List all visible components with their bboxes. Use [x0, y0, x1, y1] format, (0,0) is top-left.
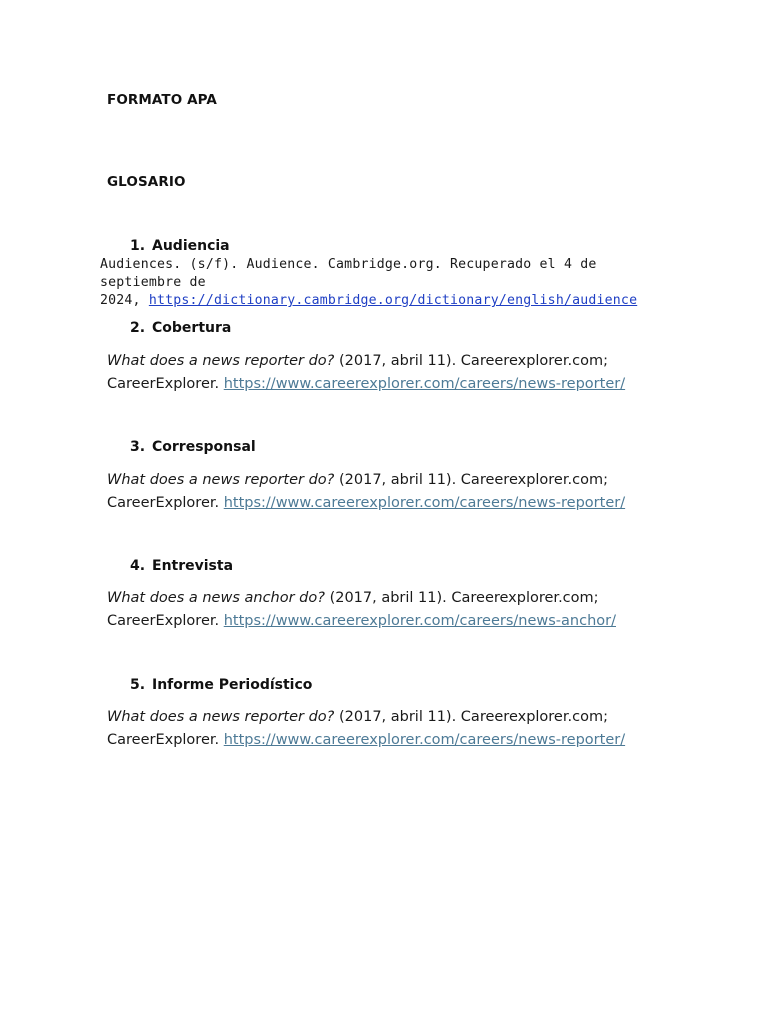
term-number: 1.	[130, 238, 146, 254]
glossary-term	[130, 439, 256, 455]
citation	[107, 350, 707, 395]
citation-line	[107, 373, 707, 396]
term-label: Cobertura	[152, 320, 232, 336]
citation-prefix: CareerExplorer.	[107, 375, 220, 392]
term-number: 4.	[130, 558, 146, 574]
citation-link[interactable]: https://www.careerexplorer.com/careers/news-anchor/	[223, 612, 616, 629]
section-title: GLOSARIO	[107, 174, 186, 190]
citation	[107, 469, 707, 514]
citation-line	[107, 492, 707, 515]
glossary-term	[130, 677, 312, 693]
citation-line	[107, 587, 707, 610]
citation-prefix: CareerExplorer.	[107, 731, 220, 748]
citation-source: (2017, abril 11). Careerexplorer.com;	[338, 472, 608, 488]
citation-link[interactable]: https://www.careerexplorer.com/careers/news-reporter/	[223, 494, 626, 511]
citation-link[interactable]: https://dictionary.cambridge.org/dictionary/english/audience	[148, 293, 638, 308]
citation-title: What does a news reporter do?	[107, 472, 335, 488]
citation-source: (2017, abril 11). Careerexplorer.com;	[329, 590, 599, 606]
citation-line	[107, 729, 707, 752]
citation-title: What does a news reporter do?	[107, 353, 335, 369]
citation-source: (2017, abril 11). Careerexplorer.com;	[338, 353, 608, 369]
citation-line: Audiences. (s/f). Audience. Cambridge.org. Recuperado el 4 de septiembre de	[100, 257, 597, 290]
glossary-term	[130, 320, 231, 336]
citation-line	[107, 610, 707, 633]
citation-line	[107, 706, 707, 729]
citation-prefix: CareerExplorer.	[107, 612, 220, 629]
glossary-term	[130, 238, 230, 254]
document-title: FORMATO APA	[107, 92, 217, 108]
citation-prefix: CareerExplorer.	[107, 494, 220, 511]
term-label: Informe Periodístico	[152, 677, 313, 693]
citation	[100, 256, 660, 310]
citation-prefix: 2024,	[100, 293, 141, 308]
citation-line	[100, 292, 660, 310]
citation-title: What does a news reporter do?	[107, 709, 335, 725]
term-number: 5.	[130, 677, 146, 693]
citation-line	[107, 350, 707, 373]
citation-title: What does a news anchor do?	[107, 590, 325, 606]
term-label: Corresponsal	[152, 439, 256, 455]
term-number: 3.	[130, 439, 146, 455]
citation-link[interactable]: https://www.careerexplorer.com/careers/news-reporter/	[223, 375, 626, 392]
citation	[107, 706, 707, 751]
term-label: Audiencia	[152, 238, 230, 254]
citation	[107, 587, 707, 632]
citation-line	[107, 469, 707, 492]
citation-link[interactable]: https://www.careerexplorer.com/careers/news-reporter/	[223, 731, 626, 748]
term-number: 2.	[130, 320, 146, 336]
glossary-term	[130, 558, 233, 574]
citation-source: (2017, abril 11). Careerexplorer.com;	[338, 709, 608, 725]
term-label: Entrevista	[152, 558, 234, 574]
